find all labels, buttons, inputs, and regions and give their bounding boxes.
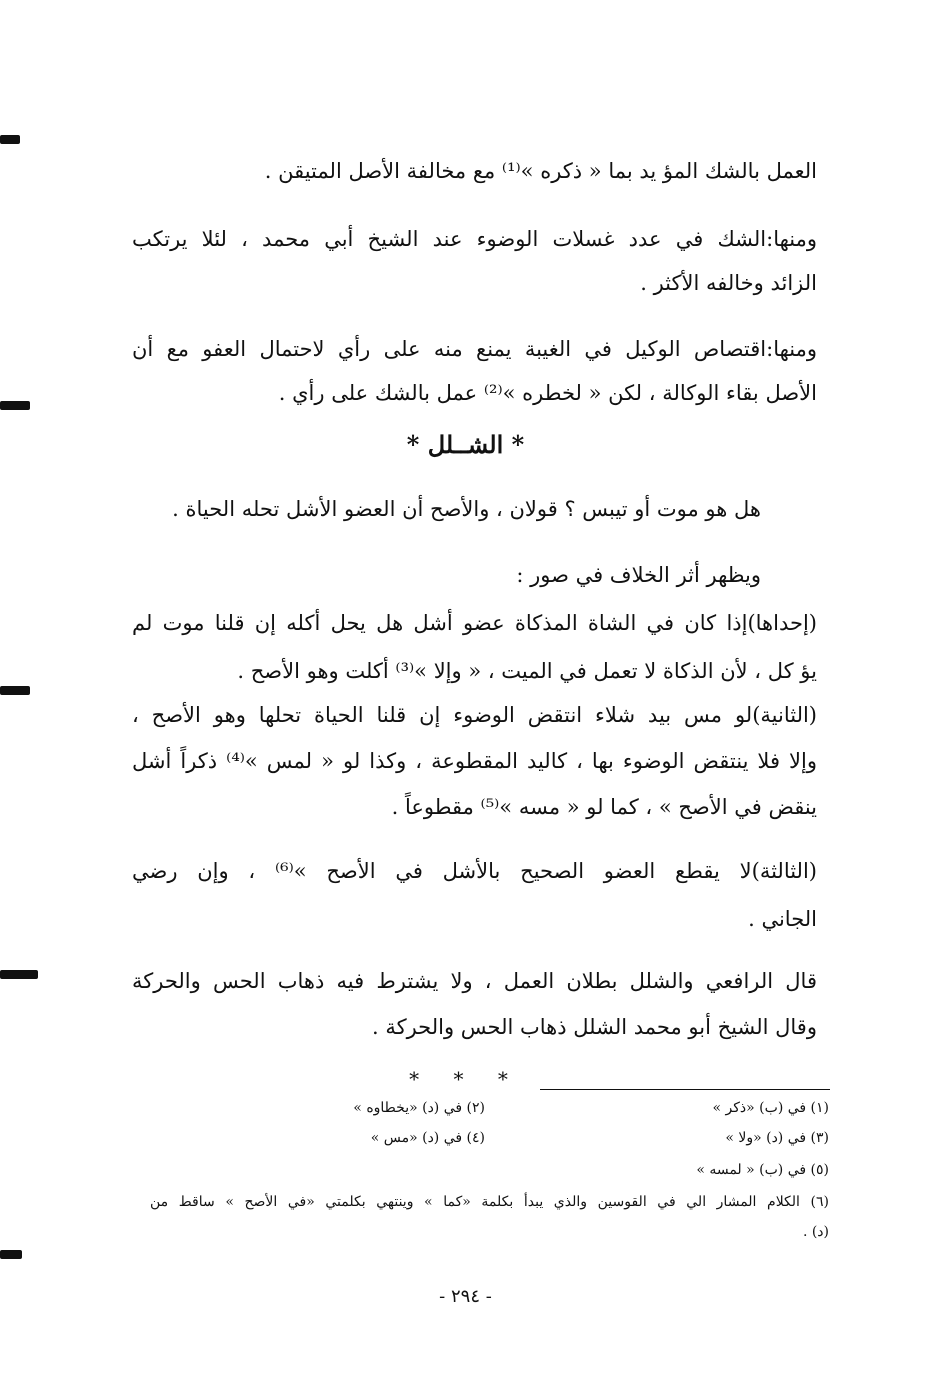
scan-edge-mark: [0, 135, 20, 144]
section-end-stars: * * *: [409, 1067, 522, 1091]
footnote: (٢) في (د) «يخطاوه »: [353, 1100, 485, 1116]
footnote: (د) .: [802, 1224, 829, 1240]
text-line: يؤ كل ، لأن الذكاة لا تعمل في الميت ، « وإلا »⁽³⁾ أكلت وهو الأصح .: [237, 659, 817, 683]
text-line: (الثانية)لو مس بيد شلاء انتقض الوضوء إن قلنا الحياة تحلها وهو الأصح ،: [132, 703, 817, 727]
footnote: (٦) الكلام المشار الي في القوسين والذي يبدأ بكلمة «كما » وينتهي بكلمتي «في الأصح » ساقط من: [150, 1194, 829, 1210]
text-line: ينقض في الأصح » ، كما لو « مسه »⁽⁵⁾ مقطوعاً .: [391, 795, 817, 819]
text-line: ويظهر أثر الخلاف في صور :: [516, 563, 761, 587]
text-line: (الثالثة)لا يقطع العضو الصحيح بالأشل في الأصح »⁽⁶⁾ ، وإن رضي: [132, 859, 817, 883]
footnote: (٤) في (د) «مس »: [370, 1130, 485, 1146]
scan-edge-mark: [0, 970, 38, 979]
text-line: قال الرافعي والشلل بطلان العمل ، ولا يشترط فيه ذهاب الحس والحركة: [132, 969, 817, 993]
section-heading: * الشــلل *: [406, 430, 525, 459]
footnote: (١) في (ب) «ذكر »: [712, 1100, 829, 1116]
text-line: هل هو موت أو تيبس ؟ قولان ، والأصح أن العضو الأشل تحله الحياة .: [172, 497, 761, 521]
text-line: الأصل بقاء الوكالة ، لكن « لخطره »⁽²⁾ عمل بالشك على رأي .: [278, 381, 817, 405]
page-number: - ٢٩٤ -: [439, 1286, 492, 1307]
footnote: (٣) في (د) «ولا »: [725, 1130, 829, 1146]
text-line: وقال الشيخ أبو محمد الشلل ذهاب الحس والحركة .: [371, 1015, 817, 1039]
text-line: (إحداها)إذا كان في الشاة المذكاة عضو أشل هل يحل أكله إن قلنا موت لم: [132, 611, 817, 635]
footnote: (٥) في (ب) « لمسه »: [696, 1162, 829, 1178]
text-line: وإلا فلا ينتقض الوضوء بها ، كاليد المقطوعة ، وكذا لو « لمس »⁽⁴⁾ ذكراً أشل: [132, 749, 817, 773]
text-line: الزائد وخالفه الأكثر .: [640, 271, 817, 295]
scan-edge-mark: [0, 686, 30, 695]
text-line: الجاني .: [748, 907, 817, 931]
text-line: العمل بالشك المؤ يد بما « ذكره »⁽¹⁾ مع مخالفة الأصل المتيقن .: [264, 159, 817, 183]
text-line: ومنها:الشك في عدد غسلات الوضوء عند الشيخ أبي محمد ، لئلا يرتكب: [132, 227, 817, 251]
scan-edge-mark: [0, 1250, 22, 1259]
text-line: ومنها:اقتصاص الوكيل في الغيبة يمنع منه على رأي لاحتمال العفو مع أن: [132, 337, 817, 361]
scan-edge-mark: [0, 401, 30, 410]
footnote-separator: [540, 1089, 830, 1090]
